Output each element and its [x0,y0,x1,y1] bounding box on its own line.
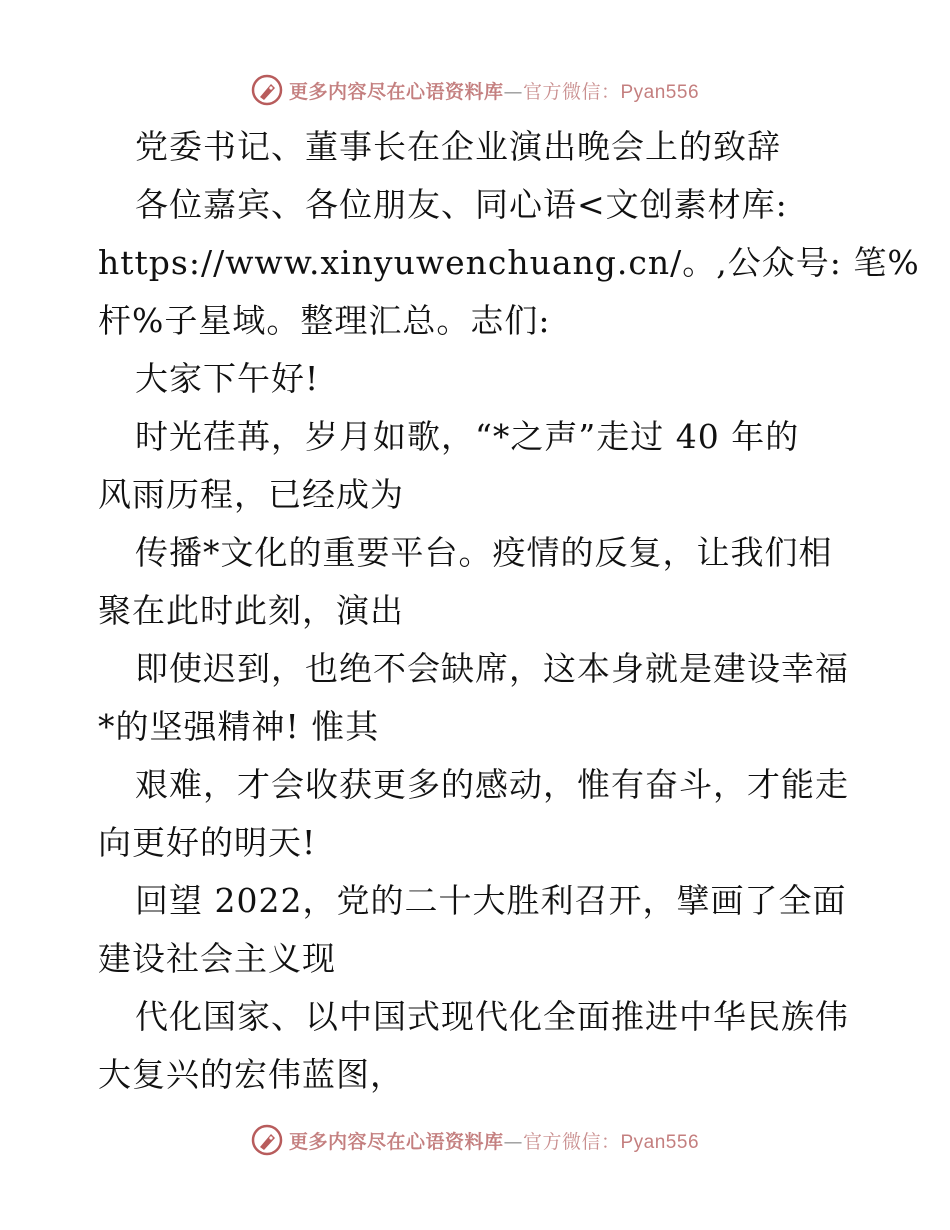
document-title: 党委书记、董事长在企业演出晚会上的致辞 [135,127,781,166]
watermark-wechat-label: 官方微信： [522,1130,621,1153]
paragraph-line: 时光荏苒，岁月如歌，“*之声”走过 40 年的 [135,417,800,456]
paragraph-line: 聚在此时此刻，演出 [98,591,404,630]
watermark-wechat-id: Pyan556 [620,81,700,103]
paragraph-line: 大复兴的宏伟蓝图， [98,1055,404,1094]
paragraph-line: 传播*文化的重要平台。疫情的反复，让我们相 [135,533,833,572]
paragraph-line: 建设社会主义现 [98,939,336,978]
paragraph-line: https://www.xinyuwenchuang.cn/。,公众号: 笔% [98,243,920,282]
paragraph-line: 大家下午好! [135,359,320,398]
footer-watermark [0,1120,950,1160]
paragraph-line: 向更好的明天! [98,823,317,862]
watermark-main-text: 更多内容尽在心语资料库 [288,80,504,103]
paragraph-line: 回望 2022，党的二十大胜利召开，擘画了全面 [135,881,847,920]
paragraph-line: 杆%子星域。整理汇总。志们: [98,301,551,340]
header-watermark [0,70,950,110]
watermark-main-text: 更多内容尽在心语资料库 [288,1130,504,1153]
paragraph-line: 代化国家、以中国式现代化全面推进中华民族伟 [135,997,849,1036]
paragraph-line: 各位嘉宾、各位朋友、同心语<文创素材库: [135,185,788,224]
watermark-wechat-id: Pyan556 [620,1131,700,1153]
paragraph-line: 即使迟到，也绝不会缺席，这本身就是建设幸福 [135,649,849,688]
watermark-wechat-label: 官方微信： [522,80,621,103]
paragraph-line: 风雨历程，已经成为 [98,475,404,514]
paragraph-line: 艰难，才会收获更多的感动，惟有奋斗，才能走 [135,765,849,804]
paragraph-line: *的坚强精神! 惟其 [98,707,380,746]
watermark-separator: — [503,1130,523,1153]
watermark-separator: — [503,80,523,103]
pen-nib-logo-icon [251,1124,283,1156]
document-body [98,118,920,1104]
pen-nib-logo-icon [251,74,283,106]
